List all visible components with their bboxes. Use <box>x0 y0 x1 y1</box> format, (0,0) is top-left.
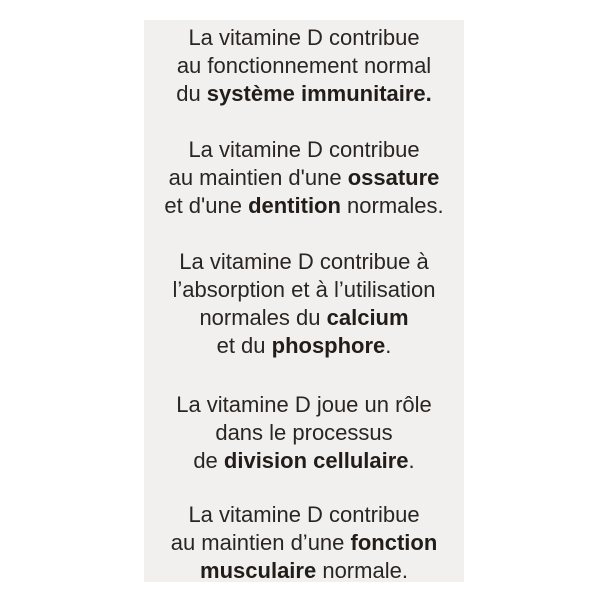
text-segment: La vitamine D joue un rôle <box>176 392 432 417</box>
bold-term: phosphore <box>271 333 386 358</box>
claim-line <box>144 136 464 164</box>
text-segment: et du <box>216 333 272 358</box>
claim-line <box>144 529 464 557</box>
claim-line <box>144 304 464 332</box>
claim-line <box>144 24 464 52</box>
text-segment: dans le processus <box>215 420 393 445</box>
claim-line <box>144 248 464 276</box>
bold-term: fonction <box>350 530 438 555</box>
claim-line <box>144 164 464 192</box>
text-segment: La vitamine D contribue <box>188 137 420 162</box>
claim-line <box>144 80 464 108</box>
text-segment: La vitamine D contribue à <box>179 249 429 274</box>
bold-term: calcium <box>326 305 409 330</box>
bold-term: système immunitaire. <box>206 81 432 106</box>
text-segment: de <box>193 448 224 473</box>
text-segment: au maintien d’une <box>170 530 351 555</box>
bold-term: division cellulaire <box>223 448 409 473</box>
text-segment: . <box>385 333 392 358</box>
text-segment: du <box>176 81 207 106</box>
text-segment: La vitamine D contribue <box>188 25 420 50</box>
claim-line <box>144 501 464 529</box>
claim-line <box>144 52 464 80</box>
claim-line <box>144 419 464 447</box>
claim-line <box>144 391 464 419</box>
bold-term: ossature <box>347 165 440 190</box>
claim-line <box>144 332 464 360</box>
text-segment: au fonctionnement normal <box>176 53 432 78</box>
claim-line <box>144 276 464 304</box>
claim-line <box>144 447 464 475</box>
bold-term: dentition <box>248 193 341 218</box>
text-segment: l’absorption et à l’utilisation <box>172 277 436 302</box>
text-segment: normales. <box>340 193 444 218</box>
text-segment: normale. <box>316 558 408 583</box>
text-segment: et d'une <box>164 193 249 218</box>
claim-line <box>144 557 464 585</box>
text-segment: au maintien d'une <box>168 165 348 190</box>
text-segment: La vitamine D contribue <box>188 502 420 527</box>
text-segment: . <box>408 448 415 473</box>
label-panel <box>144 20 464 582</box>
bold-term: musculaire <box>200 558 317 583</box>
text-segment: normales du <box>199 305 327 330</box>
claim-line <box>144 192 464 220</box>
